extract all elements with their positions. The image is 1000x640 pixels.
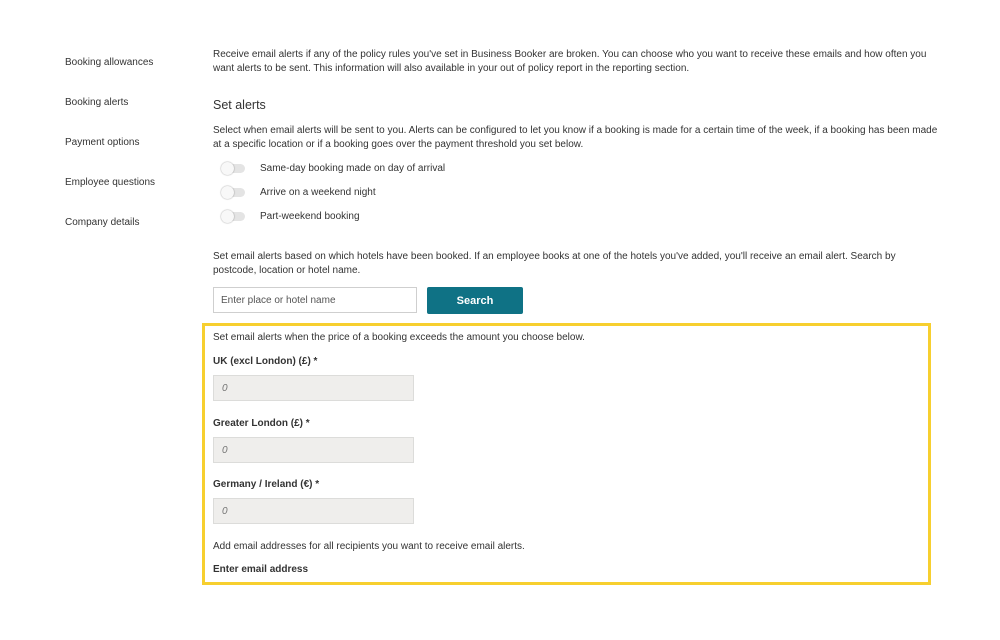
uk-excl-london-label: UK (excl London) (£) * [213, 356, 318, 367]
sidebar-item-employee-questions[interactable]: Employee questions [65, 177, 156, 188]
email-address-label: Enter email address [213, 564, 309, 575]
toggle-label: Same-day booking made on day of arrival [260, 162, 446, 174]
intro-text: Receive email alerts if any of the policy rules you've set in Business Booker are broken. You can choose who you want to receive these emails and how often you want alerts to be sent. This information will also available in your out of policy report in the reporting section. [213, 49, 927, 74]
sidebar-item-payment-options[interactable]: Payment options [65, 137, 140, 148]
toggle-switch[interactable] [223, 212, 245, 221]
toggle-same-day-booking[interactable] [223, 160, 445, 176]
greater-london-label: Greater London (£) * [213, 418, 310, 429]
alerts-description: Select when email alerts will be sent to you. Alerts can be configured to let you know if a booking is made for a certain time of the week, if a booking has been made at a specific location or if a booking goes over the payment threshold you set below. [213, 125, 938, 150]
toggle-switch[interactable] [223, 188, 245, 197]
sidebar-item-company-details[interactable]: Company details [65, 217, 140, 228]
sidebar-item-booking-allowances[interactable]: Booking allowances [65, 57, 154, 68]
toggle-knob [221, 162, 234, 175]
toggle-weekend-night[interactable] [223, 184, 376, 200]
toggle-label: Part-weekend booking [260, 210, 360, 222]
set-alerts-title: Set alerts [213, 98, 266, 112]
germany-ireland-label: Germany / Ireland (€) * [213, 479, 320, 490]
sidebar-item-booking-alerts[interactable]: Booking alerts [65, 97, 129, 108]
hotels-description: Set email alerts based on which hotels have been booked. If an employee books at one of the hotels you've added, you'll receive an email alert. Search by postcode, location or hotel name. [213, 251, 896, 276]
toggle-knob [221, 210, 234, 223]
germany-ireland-input[interactable] [213, 498, 414, 524]
toggle-part-weekend[interactable] [223, 208, 360, 224]
toggle-knob [221, 186, 234, 199]
threshold-description: Set email alerts when the price of a booking exceeds the amount you choose below. [213, 332, 585, 343]
toggle-switch[interactable] [223, 164, 245, 173]
uk-excl-london-input[interactable] [213, 375, 414, 401]
hotel-search-input[interactable] [213, 287, 417, 313]
greater-london-input[interactable] [213, 437, 414, 463]
toggle-label: Arrive on a weekend night [260, 186, 376, 198]
search-button[interactable]: Search [427, 287, 523, 314]
recipients-description: Add email addresses for all recipients you want to receive email alerts. [213, 541, 525, 552]
